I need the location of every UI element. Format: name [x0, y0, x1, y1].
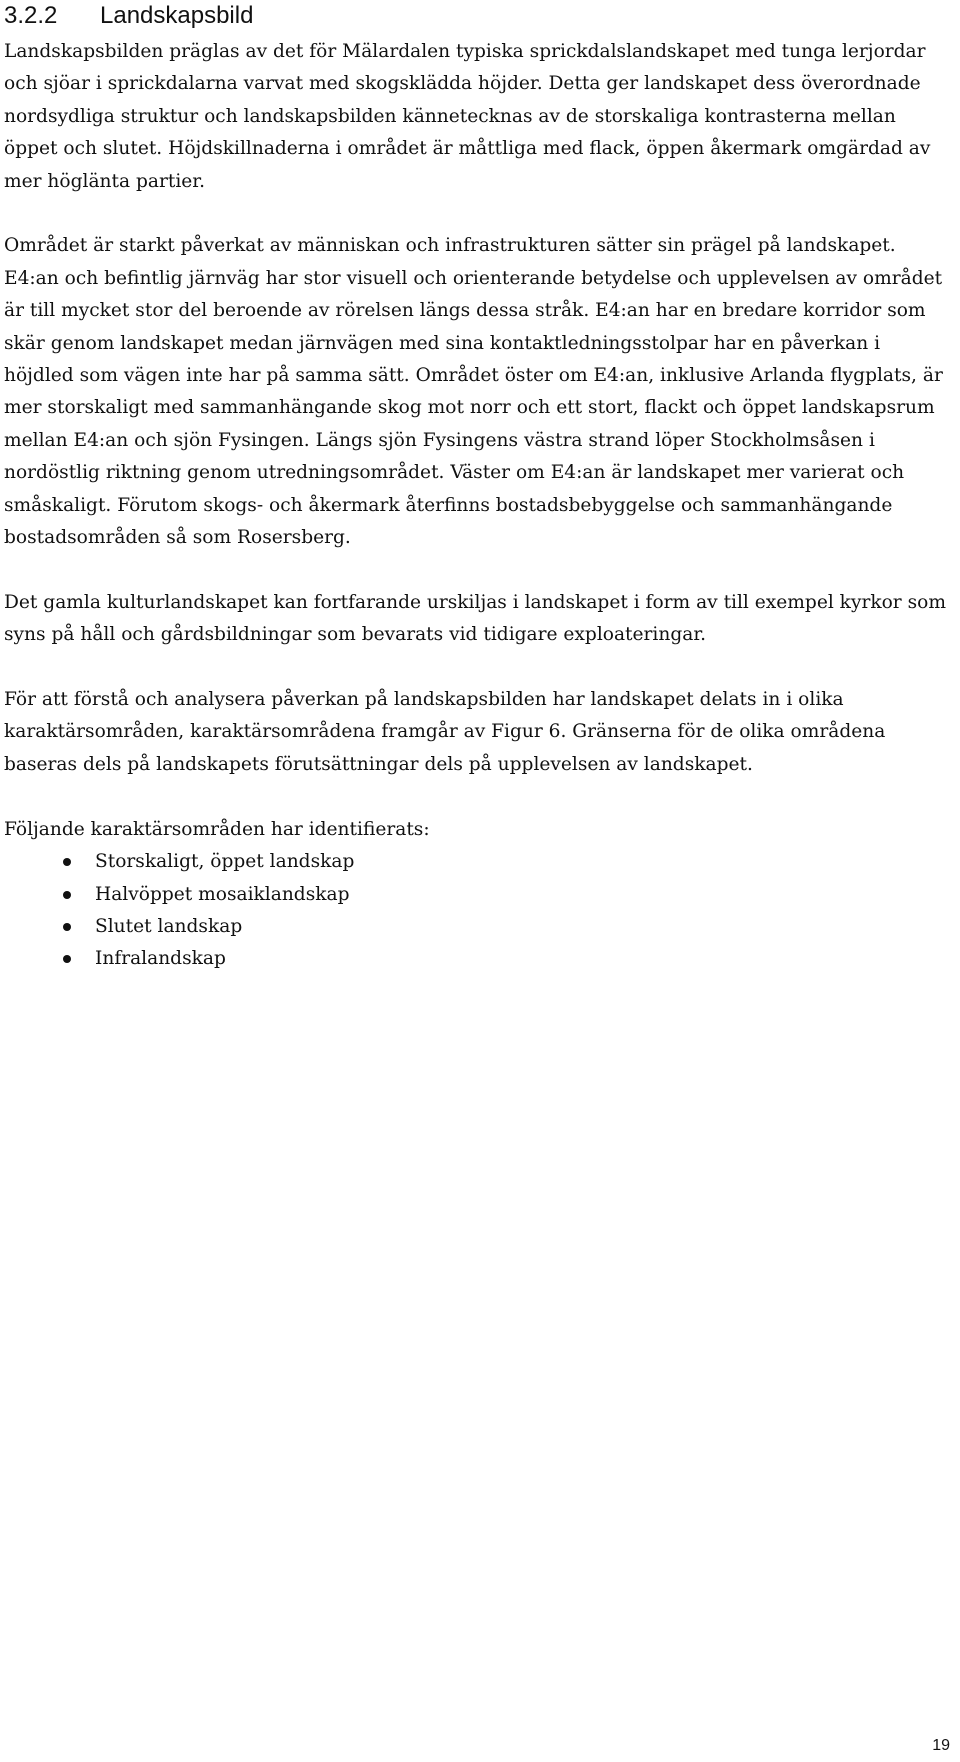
section-title: Landskapsbild: [100, 2, 254, 29]
character-area-list: [4, 846, 952, 976]
list-item: [4, 879, 952, 911]
bullet-icon: [63, 858, 71, 866]
bullet-icon: [63, 923, 71, 931]
section-heading: [4, 0, 253, 32]
list-item: [4, 943, 952, 975]
paragraph-landscape-structure: Landskapsbilden präglas av det för Mälardalen typiska sprickdalslandskapet med tunga lerjordar och sjöar i sprickdalarna varvat med skogsklädda höjder. Detta ger landskapet dess överordnade nordsydliga struktur och landskapsbilden kännetecknas av de storskaliga kontrasterna mellan öppet och slutet. Höjdskillnaderna i området är måttliga med flack, öppen åkermark omgärdad av mer höglänta partier.: [4, 41, 931, 192]
list-intro: Följande karaktärsområden har identifierats:: [4, 818, 430, 840]
page-number: 19: [932, 1737, 950, 1754]
list-item: [4, 911, 952, 943]
section-number: 3.2.2: [4, 2, 58, 29]
list-item: [4, 846, 952, 878]
list-item-label: Slutet landskap: [95, 915, 243, 937]
bullet-icon: [63, 891, 71, 899]
bullet-icon: [63, 955, 71, 963]
list-item-label: Halvöppet mosaiklandskap: [95, 883, 350, 905]
paragraph-infrastructure: Området är starkt påverkat av människan och infrastrukturen sätter sin prägel på landskapet. E4:an och befintlig järnväg har stor visuell och orienterande betydelse och upplevelsen av området är till mycket stor del beroende av rörelsen längs dessa stråk. E4:an har en bredare korridor som skär genom landskapet medan järnvägen med sina kontaktledningsstolpar har en påverkan i höjdled som vägen inte har på samma sätt. Området öster om E4:an, inklusive Arlanda flygplats, är mer storskaligt med sammanhängande skog mot norr och ett stort, flackt och öppet landskapsrum mellan E4:an och sjön Fysingen. Längs sjön Fysingens västra strand löper Stockholmsåsen i nordöstlig riktning genom utredningsområdet. Väster om E4:an är landskapet mer varierat och småskaligt. Förutom skogs- och åkermark återfinns bostadsbebyggelse och sammanhängande bostadsområden så som Rosersberg.: [4, 235, 943, 549]
paragraph-cultural-landscape: Det gamla kulturlandskapet kan fortfarande urskiljas i landskapet i form av till exempel kyrkor som syns på håll och gårdsbildningar som bevarats vid tidigare exploateringar.: [4, 591, 946, 646]
list-item-label: Infralandskap: [95, 948, 226, 970]
list-item-label: Storskaligt, öppet landskap: [95, 851, 355, 873]
paragraph-character-areas: För att förstå och analysera påverkan på landskapsbilden har landskapet delats in i olika karaktärsområden, karaktärsområdena framgår av Figur 6. Gränserna för de olika områdena baseras dels på landskapets förutsättningar dels på upplevelsen av landskapet.: [4, 689, 886, 775]
body-text: [4, 36, 952, 976]
